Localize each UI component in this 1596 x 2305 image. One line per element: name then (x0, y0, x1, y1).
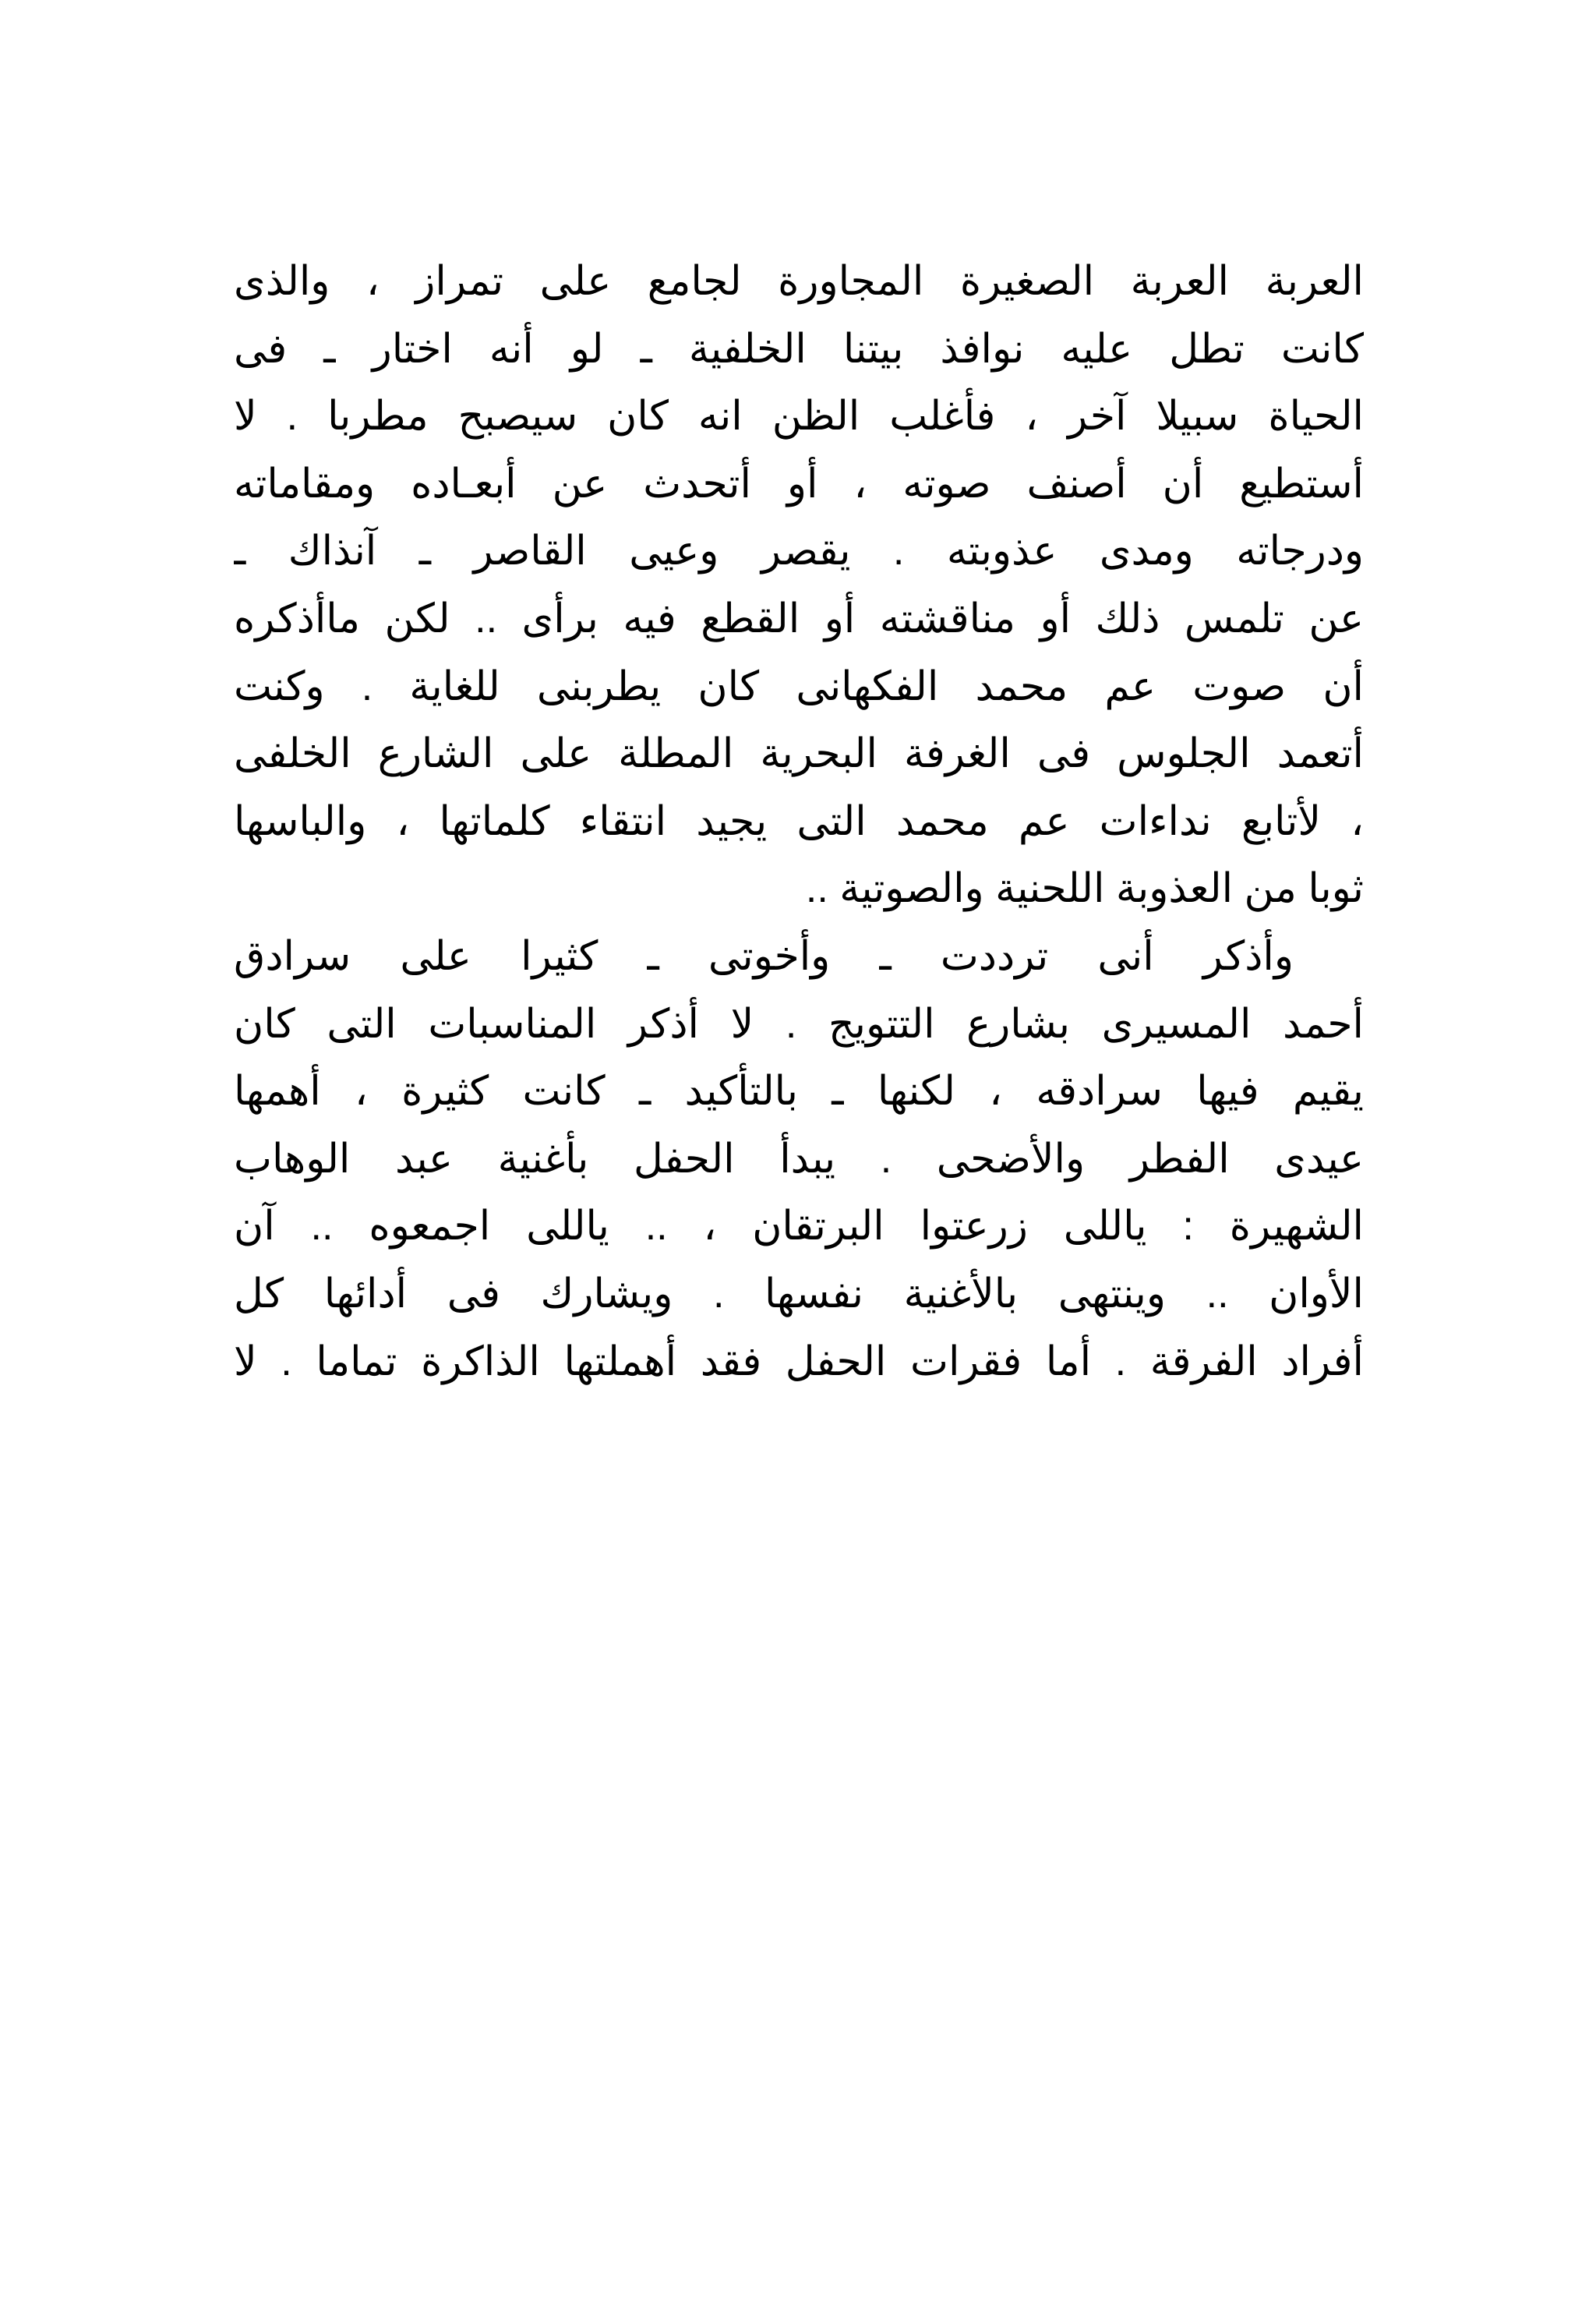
text-line: أفراد الفرقة . أما فقرات الحفل فقد أهملتها الذاكرة تماما . لا (234, 1338, 1364, 1384)
text-line: عن تلمس ذلك أو مناقشته أو القطع فيه برأى .. لكن ماأذكره (234, 596, 1364, 642)
text-line: كانت تطل عليه نوافذ بيتنا الخلفية ـ لو أنه اختار ـ فى (234, 326, 1364, 372)
body-text (234, 248, 1364, 1395)
text-line: يقيم فيها سرادقه ، لكنها ـ بالتأكيد ـ كانت كثيرة ، أهمها (234, 1069, 1364, 1115)
text-line: الأوان .. وينتهى بالأغنية نفسها . ويشارك فى أدائها كل (234, 1271, 1364, 1317)
text-line: ودرجاته ومدى عذوبته . يقصر وعيى القاصر ـ آنذاك ـ (234, 529, 1364, 574)
text-line: أحمد المسيرى بشارع التتويج . لا أذكر المناسبات التى كان (234, 1001, 1364, 1047)
text-line: عيدى الفطر والأضحى . يبدأ الحفل بأغنية عبد الوهاب (234, 1136, 1364, 1182)
text-line: أستطيع أن أصنف صوته ، أو أتحدث عن أبعـاده ومقاماته (234, 461, 1364, 507)
text-line: الشهيرة : ياللى زرعتوا البرتقان ، .. ياللى اجمعوه .. آن (234, 1204, 1364, 1250)
text-line: ثوبا من العذوبة اللحنية والصوتية .. (805, 866, 1364, 912)
text-line: ، لأتابع نداءات عم محمد التى يجيد انتقاء كلماتها ، والباسها (234, 798, 1364, 844)
text-line: العربة العربة الصغيرة المجاورة لجامع على تمراز ، والذى (234, 259, 1364, 304)
text-line: أتعمد الجلوس فى الغرفة البحرية المطلة على الشارع الخلفى (234, 731, 1364, 777)
text-line: أن صوت عم محمد الفكهانى كان يطربنى للغاية . وكنت (234, 663, 1364, 709)
text-line: الحياة سبيلا آخر ، فأغلب الظن انه كان سيصبح مطربا . لا (234, 394, 1364, 440)
paragraph-first-line: وأذكر أنى ترددت ـ وأخوتى ـ كثيرا على سرادق (234, 933, 1294, 979)
